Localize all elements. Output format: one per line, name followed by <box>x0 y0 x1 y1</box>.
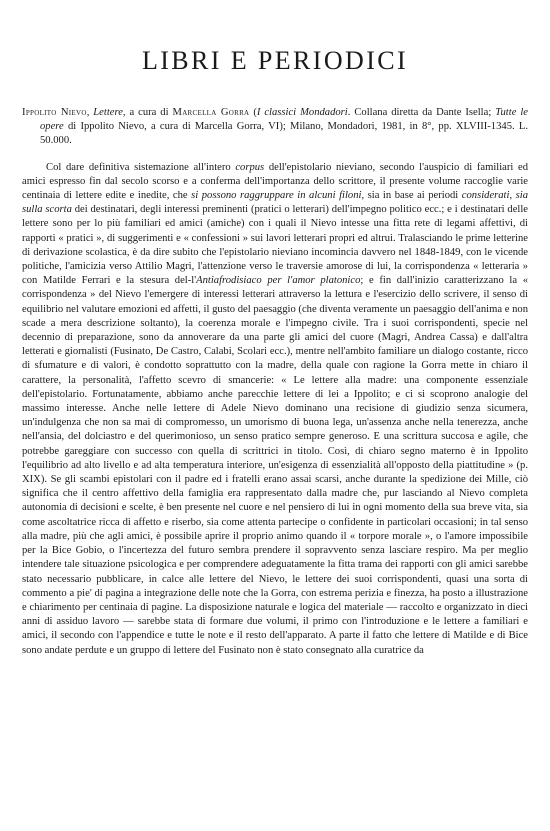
page <box>22 46 528 658</box>
italic-text-segment: Antiafrodisiaco per l'amor platonico <box>196 275 361 287</box>
text-segment: dell'epistolario nieviano, secondo l'auspicio di familiari ed amici espresso fin dal secolo scorso e a conferma dell'importanza dello scrittore, il presente volume raccoglie varie centinaia di lettere edite e inedite, che <box>22 161 528 202</box>
work-title: Lettere <box>93 107 123 118</box>
italic-text-segment: si possono raggruppare in alcuni filoni <box>191 190 362 202</box>
text-segment: , sia in base ai periodi <box>361 190 462 202</box>
collection-title: Tutte le opere <box>40 107 528 133</box>
text-segment: Col dare definitiva sistemazione all'intero <box>46 161 236 173</box>
bibliographic-reference: Ippolito Nievo, Lettere, a cura di Marcella Gorra (I classici Mondadori. Collana diretta da Dante Isella; Tutte le opere di Ippolito Nievo, a cura di Marcella Gorra, VI); Milano, Mondadori, 1981, in 8°, pp. XLVIII-1345. L. 50.000. <box>22 107 528 147</box>
page-title: LIBRI E PERIODICI <box>141 46 409 75</box>
italic-text-segment: considerati, sia sulla scorta <box>22 190 528 216</box>
italic-text-segment: corpus <box>235 161 265 173</box>
author-name: Ippolito Nievo <box>22 107 87 118</box>
text-segment: ; e fin dall'inizio caratterizzano la « corrispondenza » del Nievo l'emergere di interessi letterari attraverso la lettura e l'esercizio dello scrivere, il senso di equilibrio nel valutare emozioni ed affetti, il gusto del paesaggio (che diventa veramente un paesaggio dell'anima e non scade a mera descrizione soltanto), la coerenza morale e l'impegno civile. Tra i suoi corrispondenti, specie nel decennio di preparazione, sono da annoverare da una parte gli amici del cuore (Magri, Andrea Cassa) e dall'altra letterati e giornalisti (Fusinato, De Castro, Calabi, Scolari ecc.), mentre nell'ambito familiare un dialogo costante, ricco di sfumature e di valori, è condotto soprattutto con la madre, della quale con ragione la Gorra mette in chiaro il carattere, la personalità, l'affetto scevro di smancerie: « Le lettere alla madre: una componente essenziale dell'epistolario. Fortunatamente, abbiamo anche parecchie lettere di lei a Ippolito; e ci si scoprono analogie del massimo interesse. Anche nelle lettere di Adele Nievo dominano una recisione di giudizio senza sicumera, un'indulgenza che non sa mai di compromesso, un umorismo di buona lega, un'assenza anche nella tenerezza, anche nell'ansia, del dolciastro e del querimonioso, un senso pratico sempre generoso. E una scrittura succosa e agile, che potrebbe gareggiare con successo con quella di scrittrici in titolo. Così, di chiaro segno materno è in Ippolito l'equilibrio ad alto livello e ad alta temperatura interiore, un'esigenza di essenzialità all'opposto della piattitudine » (p. XIX). Se gli scambi epistolari con il padre ed i fratelli erano assai scarsi, anche durante la spedizione dei Mille, ciò significa che il centro affettivo della famiglia era rappresentato dalla madre che, pur lasciando al Nievo completa autonomia di decisioni e scelte, è ben presente nel cuore e nel pensiero di lui in ogni momento della sua breve vita, sia come ascoltatrice ricca di affetto e riserbo, sia come attenta partecipe o confidente in particolari occasioni; in tal senso alla madre, più che agli amici, è possibile aprire il proprio animo quando il « torpore morale », o l'amore impossibile per la Bice Gobio, o l'incertezza del futuro sembra prendere il sopravvento senza lasciare respiro. Ma per meglio intendere tale situazione psicologica e per comprendere adeguatamente la fitta trama dei rapporti con gli amici sarebbe stato necessario pubblicare, in calce alle lettere del Nievo, le lettere dei suoi corrispondenti, quasi una sorta di commento a pie' di pagina a integrazione delle note che la Gorra, con estrema perizia e finezza, ha posto a illustrazione e chiarimento per centinaia di pagine. La disposizione naturale e logica del materiale — raccolto e organizzato in dieci anni di assiduo lavoro — sarebbe stata di formare due volumi, il primo con l'introduzione e le lettere a familiari e amici, il secondo con l'appendice e tutte le note e il resto dell'apparato. A parte il fatto che lettere di Matilde e di Bice sono andate perdute e un gruppo di lettere del Fusinato non è stato consegnato alla curatrice da <box>22 275 529 656</box>
series-title: I classici Mondadori <box>256 107 348 118</box>
editor-name: Marcella Gorra <box>172 107 250 118</box>
text-segment: dei destinatari, degli interessi preminenti (pratici o letterari) dell'impegno politico ecc.; e i destinatari delle lettere sono per lo più familiari ed amici (amiche) con i quali il Nievo intesse una fitta rete di legami affettivi, di rapporti « pratici », di suggerimenti e « confessioni » sui lavori letterari propri ed altrui. Tralasciando le prime letterine di derivazione scolastica, è da dire subito che l'epistolario nieviano incomincia davvero nel 1848-1849, con le vicende politiche, l'amicizia verso Attilio Magri, l'attenzione verso le traversie amorose di lui, la corrispondenza « letteraria » con Matilde Ferrari e la stesura del-l' <box>22 204 528 287</box>
review-body <box>22 161 528 658</box>
